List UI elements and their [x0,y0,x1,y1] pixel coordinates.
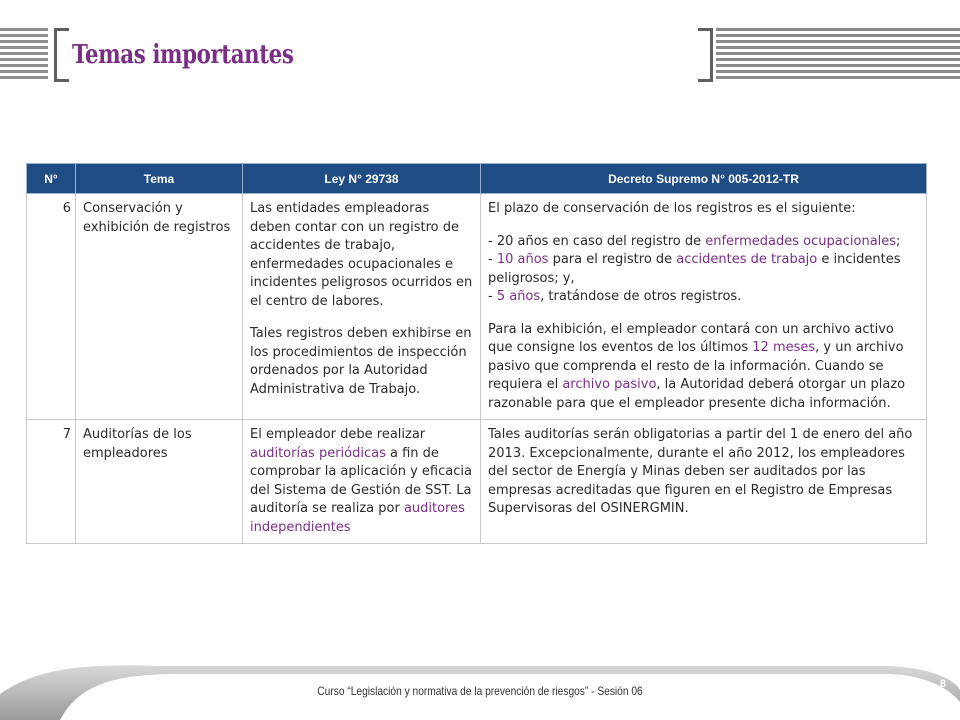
highlight-text: accidentes de trabajo [676,252,818,267]
highlight-text: 12 meses [752,340,816,355]
decree-bullet [488,251,919,288]
table-row [27,420,927,544]
row-number: 6 [27,194,76,420]
column-header-tema: Tema [76,164,243,194]
text-run: Para la exhibición, el empleador contará con un archivo activo que consigne los eventos de los últimos [488,321,894,355]
text-run: , la Autoridad deberá otorgar un plazo razonable para que el empleador presente dicha información. [488,377,906,411]
row-topic: Auditorías de los empleadores [76,420,243,544]
law-paragraph: Las entidades empleadoras deben contar con un registro de accidentes de trabajo, enfermedades ocupacionales e incidentes peligrosos ocurridos en el centro de labores. [250,201,473,309]
page-number: 8 [939,678,946,690]
decree-bullet [488,288,919,307]
highlight-text: enfermedades ocupacionales [705,233,897,249]
header-stripes-left [0,28,48,82]
highlight-text: auditores independientes [250,501,465,535]
footer-course-title: Curso “Legislación y normativa de la prevención de riesgos” - Sesión 06 [317,684,643,698]
row-decree-text [481,194,927,420]
column-header-decreto: Decreto Supremo N° 005-2012-TR [481,164,927,194]
highlight-text: 10 años [496,252,549,267]
text-run: El empleador debe realizar [250,427,426,442]
page-title: Temas importantes [72,40,294,70]
decree-intro: El plazo de conservación de los registros es el siguiente: [488,201,856,216]
column-header-number: N° [27,164,76,194]
row-law-text [243,194,481,420]
law-paragraph: Tales registros deben exhibirse en los procedimientos de inspección ordenados por la Autoridad Administrativa de Trabajo. [250,326,472,397]
topics-table [26,163,927,544]
column-header-ley: Ley N° 29738 [243,164,481,194]
row-decree-text: Tales auditorías serán obligatorias a partir del 1 de enero del año 2013. Excepcionalmente, durante el año 2012, los empleadores del sector de Energía y Minas deben ser auditados por las empresas acreditadas que figuren en el Registro de Empresas Supervisoras del OSINERGMIN. [481,420,927,544]
text-run: - 20 años en caso del registro de [488,233,706,249]
highlight-text: archivo pasivo [562,377,657,392]
row-topic: Conservación y exhibición de registros [76,194,243,420]
text-run: , y un archivo pasivo que comprenda el resto de la información. Cuando se requiera el [488,340,904,392]
table-row [27,194,927,420]
text-run: - [488,289,497,304]
row-law-text [243,420,481,544]
text-run: e incidentes peligrosos; y, [488,252,901,286]
text-run: - [488,252,497,267]
title-bracket-right [698,28,713,82]
decree-bullet [488,233,919,252]
highlight-text: 5 años [496,289,541,304]
text-run: a fin de comprobar la aplicación y eficacia del Sistema de Gestión de SST. La auditoría se realiza por [250,445,472,516]
table-header-row [27,164,927,194]
title-bracket-left [54,28,69,82]
header-stripes-right [716,28,960,80]
text-run: ; [896,233,901,249]
text-run: para el registro de [548,252,677,267]
highlight-text: auditorías periódicas [250,445,386,461]
decree-paragraph [488,321,919,414]
row-number: 7 [27,420,76,544]
text-run: , tratándose de otros registros. [540,289,742,304]
